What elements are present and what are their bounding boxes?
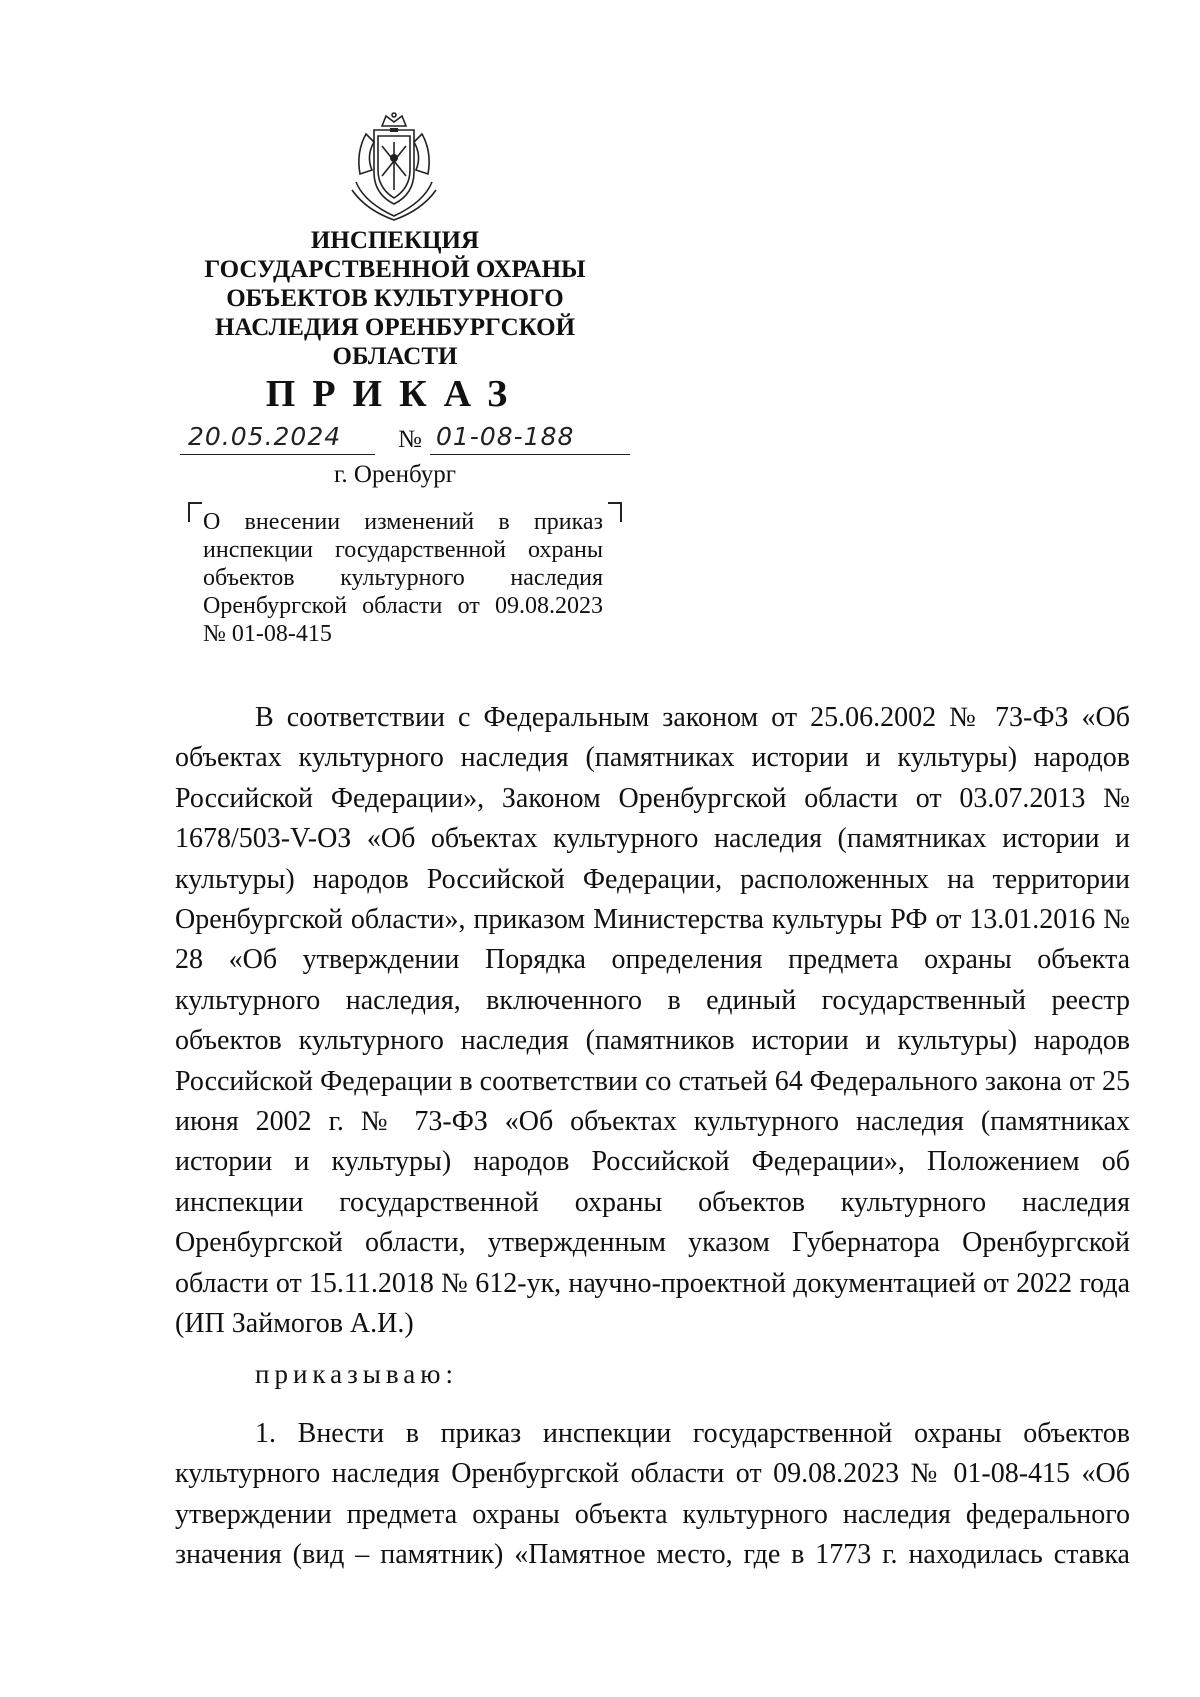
document-topic: О внесении изменений в приказ инспекции государственной охраны объектов культурного наследия Оренбургской области от 09.08.2023 № 01-08-415 [203,509,603,647]
org-line: ГОСУДАРСТВЕННОЙ ОХРАНЫ [204,256,586,283]
topic-corner-right [608,502,622,522]
order-item-1 [175,1414,1130,1576]
topic-corner-left [188,502,202,522]
coat-of-arms-emblem [346,112,442,222]
org-line: ИНСПЕКЦИЯ [310,227,480,254]
number-underline [430,454,630,455]
document-type-title: ПРИКАЗ [265,373,525,415]
handwritten-number: 01-08-188 [436,422,575,451]
order-word: приказываю: [255,1359,458,1389]
handwritten-date: 20.05.2024 [188,422,342,451]
org-line: ОБЪЕКТОВ КУЛЬТУРНОГО [226,285,564,312]
date-underline [180,454,375,455]
date-number-line [180,422,640,462]
org-line: НАСЛЕДИЯ ОРЕНБУРГСКОЙ [214,314,576,341]
number-sign: № [398,426,422,453]
preamble-paragraph: В соответствии с Федеральным законом от 25.06.2002 № 73-ФЗ «Об объектах культурного наследия (памятниках истории и культуры) народов Российской Федерации», Законом Оренбургской области от 03.07.2013 № 1678/503-V-ОЗ «Об объектах культурного наследия (памятниках истории и культуры) народов Российской Федерации, расположенных на территории Оренбургской области», приказом Министерства культуры РФ от 13.01.2016 № 28 «Об утверждении Порядка определения предмета охраны объекта культурного наследия, включенного в единый государственный реестр объектов культурного наследия (памятников истории и культуры) народов Российской Федерации в соответствии со статьей 64 Федерального закона от 25 июня 2002 г. № 73-ФЗ «Об объектах культурного наследия (памятниках истории и культуры) народов Российской Федерации», Положением об инспекции государственной охраны объектов культурного наследия Оренбургской области, утвержденным указом Губернатора Оренбургской области от 15.11.2018 № 612-ук, научно-проектной документацией от 2022 года (ИП Займогов А.И.) [175,702,1130,1340]
preamble [175,698,1130,1345]
order-item-paragraph: 1. Внести в приказ инспекции государственной охраны объектов культурного наследия Оренбургской области от 09.08.2023 № 01-08-415 «Об утверждении предмета охраны объекта культурного наследия федерального значения (вид – памятник) «Памятное место, где в 1773 г. находилась ставка [175,1418,1130,1571]
organization-name [175,226,615,371]
city: г. Оренбург [334,461,456,488]
org-line: ОБЛАСТИ [332,343,458,370]
